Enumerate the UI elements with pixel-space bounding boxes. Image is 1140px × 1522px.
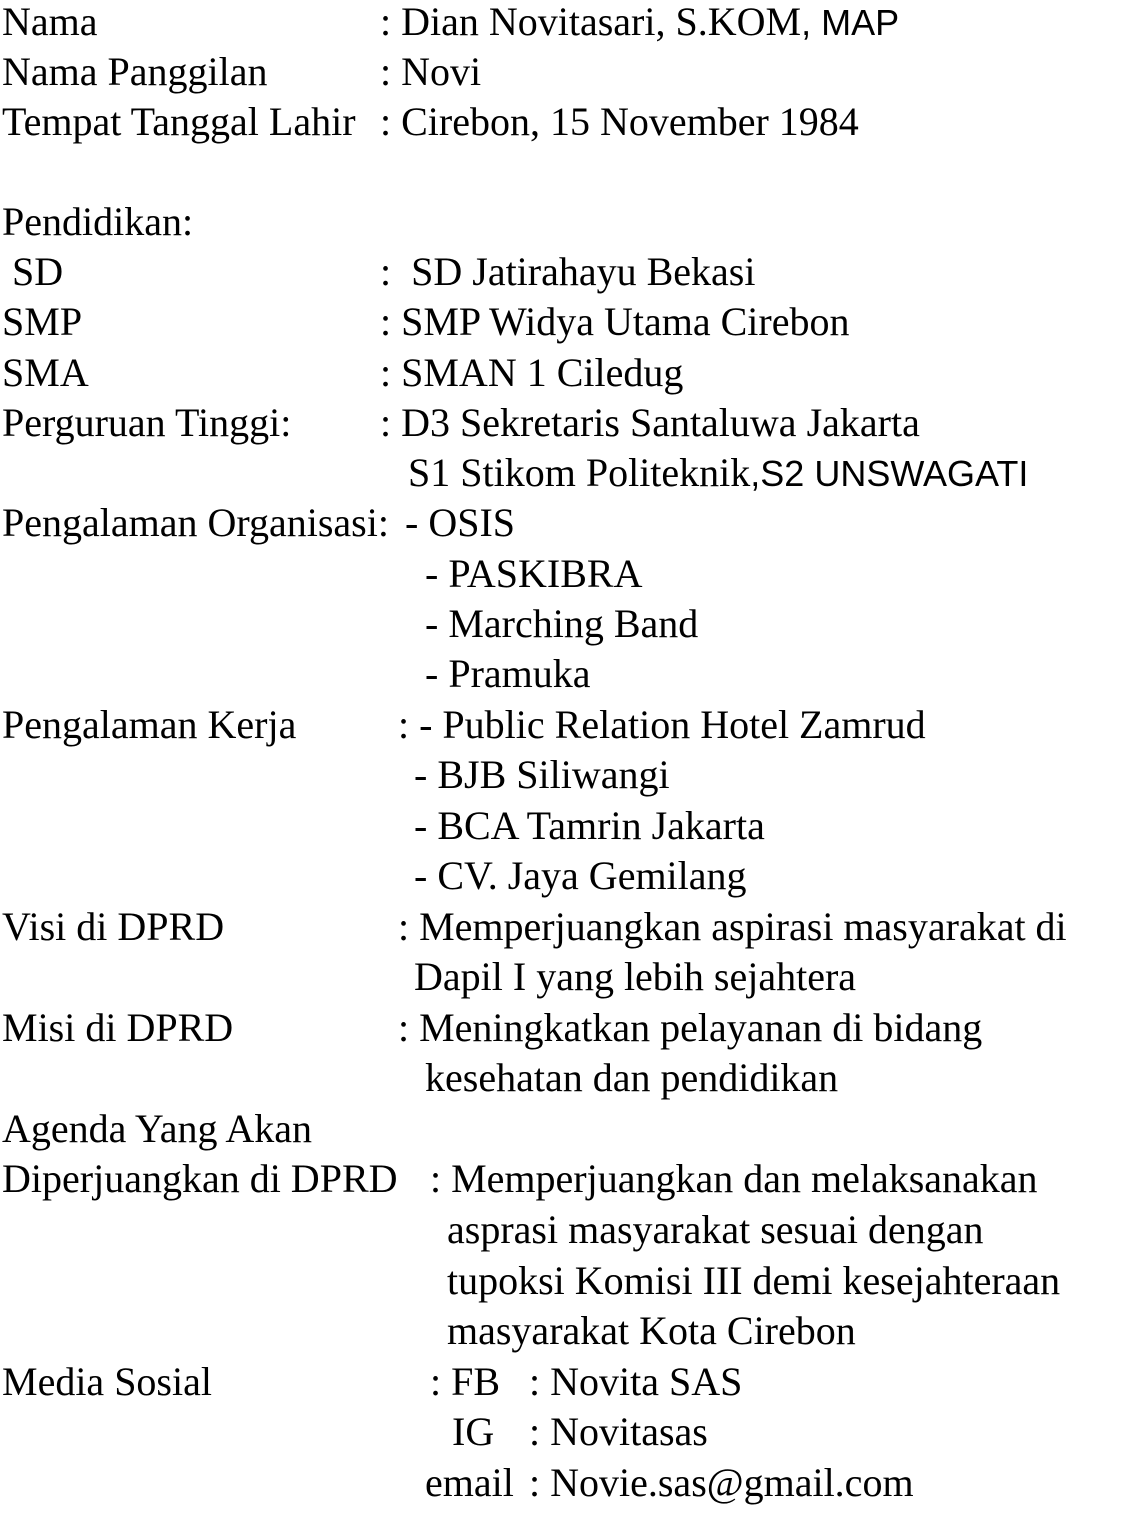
sosmed-label: Media Sosial bbox=[2, 1359, 212, 1404]
smp-value: : SMP Widya Utama Cirebon bbox=[380, 299, 850, 344]
kerja-item: - BJB Siliwangi bbox=[414, 752, 670, 797]
organisasi-item: - Marching Band bbox=[425, 601, 699, 646]
email-value: : Novie.sas@gmail.com bbox=[529, 1460, 914, 1505]
sd-value: : SD Jatirahayu Bekasi bbox=[380, 249, 756, 294]
nama-value bbox=[380, 2, 899, 42]
agenda-line: asprasi masyarakat sesuai dengan bbox=[447, 1207, 984, 1252]
fb-value: : Novita SAS bbox=[529, 1359, 743, 1404]
ttl-label: Tempat Tanggal Lahir bbox=[2, 99, 356, 144]
agenda-line: tupoksi Komisi III demi kesejahteraan bbox=[447, 1258, 1061, 1303]
organisasi-item: - Pramuka bbox=[425, 651, 591, 696]
perguruan-tinggi-value-2 bbox=[408, 450, 1029, 495]
organisasi-item: - PASKIBRA bbox=[425, 551, 643, 596]
organisasi-label: Pengalaman Organisasi: bbox=[2, 500, 389, 545]
kerja-item: - BCA Tamrin Jakarta bbox=[414, 803, 765, 848]
pendidikan-heading: Pendidikan: bbox=[2, 199, 194, 244]
perguruan-tinggi-label: Perguruan Tinggi: bbox=[2, 400, 292, 445]
visi-line: Dapil I yang lebih sejahtera bbox=[414, 954, 857, 999]
ig-value: : Novitasas bbox=[529, 1409, 708, 1454]
ig-label: IG bbox=[452, 1409, 495, 1454]
visi-label: Visi di DPRD bbox=[2, 904, 225, 949]
kerja-label: Pengalaman Kerja bbox=[2, 702, 297, 747]
agenda-line: : Memperjuangkan dan melaksanakan bbox=[430, 1156, 1038, 1201]
kerja-item: : - Public Relation Hotel Zamrud bbox=[398, 702, 926, 747]
perguruan-tinggi-s1: S1 Stikom Politeknik bbox=[408, 450, 751, 495]
sma-value: : SMAN 1 Ciledug bbox=[380, 350, 684, 395]
fb-label: : FB bbox=[430, 1359, 501, 1404]
email-label: email bbox=[425, 1460, 514, 1505]
sma-label: SMA bbox=[2, 350, 89, 395]
panggilan-value: : Novi bbox=[380, 49, 482, 94]
visi-line: : Memperjuangkan aspirasi masyarakat di bbox=[398, 904, 1067, 949]
kerja-item: - CV. Jaya Gemilang bbox=[414, 853, 747, 898]
nama-label: Nama bbox=[2, 0, 98, 44]
panggilan-label: Nama Panggilan bbox=[2, 49, 268, 94]
agenda-label-2: Diperjuangkan di DPRD bbox=[2, 1156, 398, 1201]
organisasi-item: - OSIS bbox=[405, 500, 516, 545]
ttl-value: : Cirebon, 15 November 1984 bbox=[380, 99, 859, 144]
agenda-label-1: Agenda Yang Akan bbox=[2, 1106, 312, 1151]
misi-line: kesehatan dan pendidikan bbox=[425, 1055, 839, 1100]
sd-label: SD bbox=[12, 249, 64, 294]
misi-line: : Meningkatkan pelayanan di bidang bbox=[398, 1005, 983, 1050]
perguruan-tinggi-value-1: : D3 Sekretaris Santaluwa Jakarta bbox=[380, 400, 920, 445]
perguruan-tinggi-s2: ,S2 UNSWAGATI bbox=[750, 453, 1029, 494]
agenda-line: masyarakat Kota Cirebon bbox=[447, 1308, 856, 1353]
nama-value-suffix: , MAP bbox=[801, 2, 900, 43]
smp-label: SMP bbox=[2, 299, 83, 344]
nama-value-main: : Dian Novitasari, S.KOM bbox=[380, 0, 802, 44]
misi-label: Misi di DPRD bbox=[2, 1005, 234, 1050]
